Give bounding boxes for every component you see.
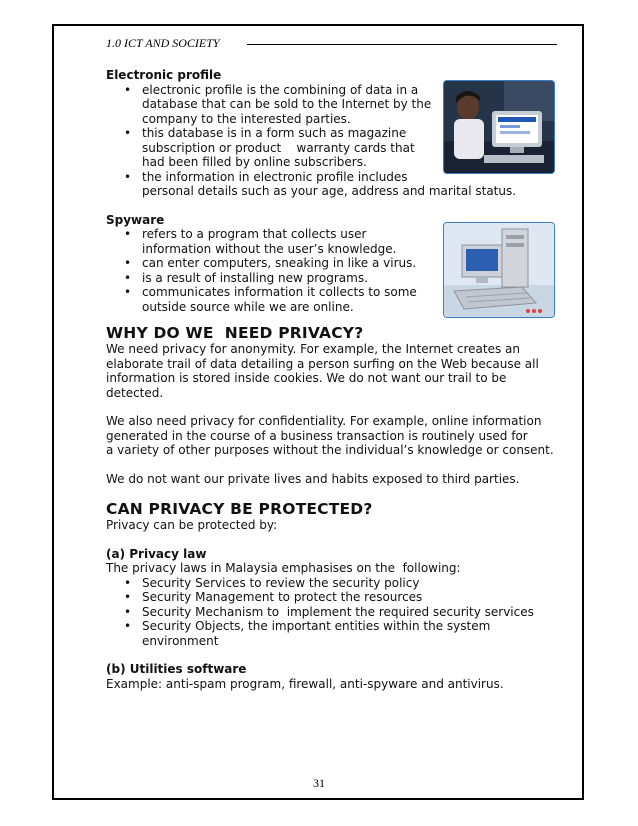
- list-item: • refers to a program that collects user information without the user’s knowledge.: [142, 227, 467, 256]
- document-body: [106, 68, 566, 691]
- list-item: • Security Management to protect the resources: [142, 590, 566, 605]
- privacy-law-list: [106, 576, 566, 649]
- spyware-heading: Spyware: [106, 212, 165, 227]
- page-number: 31: [313, 776, 325, 790]
- list-item: • can enter computers, sneaking in like a virus.: [142, 256, 467, 271]
- electronic-profile-heading: Electronic profile: [106, 68, 222, 82]
- privacy-law-heading: (a) Privacy law: [106, 546, 207, 561]
- private-lives-paragraph: We do not want our private lives and habits exposed to third parties.: [106, 471, 520, 486]
- protection-intro: Privacy can be protected by:: [106, 518, 278, 532]
- can-privacy-heading: CAN PRIVACY BE PROTECTED?: [106, 500, 373, 518]
- utilities-software-text: Example: anti-spam program, firewall, anti-spyware and antivirus.: [106, 676, 504, 691]
- header-rule: [247, 44, 557, 45]
- list-item: • is a result of installing new programs.: [142, 271, 467, 286]
- list-item: • this database is in a form such as magazine subscription or product warranty cards that had been filled by online subscribers.: [142, 126, 467, 170]
- list-item: • Security Mechanism to implement the required security services: [142, 605, 566, 620]
- confidentiality-paragraph: We also need privacy for confidentiality. For example, online information generated in the course of a business transaction is routinely used for a variety of other purposes without the individual’s knowledge or consent.: [106, 414, 554, 457]
- privacy-law-intro: The privacy laws in Malaysia emphasises on the following:: [106, 561, 461, 575]
- list-item: • Security Objects, the important entities within the system environment: [142, 619, 566, 648]
- section-header: 1.0 ICT AND SOCIETY: [106, 36, 220, 50]
- list-item: • electronic profile is the combining of data in a database that can be sold to the Internet by the company to the interested parties.: [142, 83, 467, 127]
- list-item: • the information in electronic profile includes personal details such as your age, address and marital status.: [142, 170, 572, 199]
- utilities-software-heading: (b) Utilities software: [106, 662, 247, 676]
- spyware-list: [106, 227, 467, 314]
- list-item: • Security Services to review the security policy: [142, 576, 566, 591]
- why-privacy-heading: WHY DO WE NEED PRIVACY?: [106, 324, 364, 342]
- electronic-profile-list: [106, 82, 517, 199]
- list-item: • communicates information it collects to some outside source while we are online.: [142, 285, 467, 314]
- anonymity-paragraph: We need privacy for anonymity. For example, the Internet creates an elaborate trail of data detailing a person surfing on the Web because all information is stored inside cookies. We do not want our trail to be detected.: [106, 342, 539, 400]
